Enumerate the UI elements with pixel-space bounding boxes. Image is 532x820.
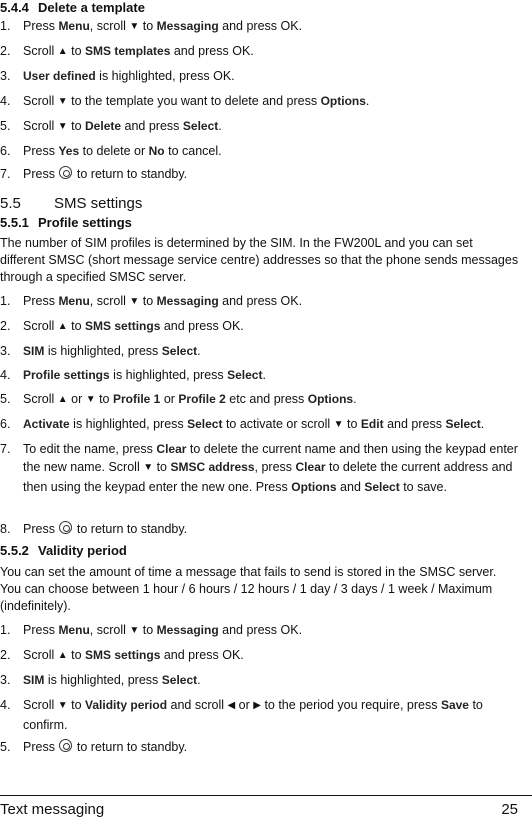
list-item: 4. Profile settings is highlighted, press Select. [0, 368, 266, 382]
list-item: 5. Press to return to standby. [0, 740, 188, 754]
down-arrow-icon: ▼ [85, 394, 96, 405]
list-item: 1. Press Menu, scroll ▼ to Messaging and press OK. [0, 17, 520, 37]
list-item: 4. Scroll ▼ to the template you want to delete and press Options. [0, 92, 520, 112]
section-heading-5-5: 5.5 SMS settings [0, 195, 143, 212]
down-arrow-icon: ▼ [129, 625, 140, 636]
footer-divider [0, 795, 532, 796]
footer-section-title: Text messaging [0, 801, 105, 818]
list-item: 6. Activate is highlighted, press Select to activate or scroll ▼ to Edit and press Select. [0, 415, 520, 435]
down-arrow-icon: ▼ [333, 419, 344, 430]
list-item: 5. Scroll ▲ or ▼ to Profile 1 or Profile 2 etc and press Options. [0, 390, 520, 410]
list-item: 6. Press Yes to delete or No to cancel. [0, 144, 222, 158]
list-item: 4. Scroll ▼ to Validity period and scroll ◀ or ▶ to the period you require, press Save to confirm. [0, 698, 483, 732]
up-arrow-icon: ▲ [57, 394, 68, 405]
list-item: 2. Scroll ▲ to SMS settings and press OK. [0, 317, 520, 337]
ok-button-icon [59, 166, 72, 179]
list-item: 7. To edit the name, press Clear to delete the current name and then using the keypad enter the new name. Scroll ▼ to SMSC address, press Clear to delete the current address and then using the keypad enter the new one. Press Options and Select to save. [0, 442, 518, 494]
list-item: 1. Press Menu, scroll ▼ to Messaging and press OK. [0, 621, 520, 641]
down-arrow-icon: ▼ [57, 121, 68, 132]
down-arrow-icon: ▼ [57, 700, 68, 711]
paragraph: You can set the amount of time a message that fails to send is stored in the SMSC server. You can choose between 1 hour / 6 hours / 12 hours / 1 day / 3 days / 1 week / Maximum (indefinitely). [0, 565, 497, 613]
page-number: 25 [501, 801, 518, 818]
list-item: 1. Press Menu, scroll ▼ to Messaging and press OK. [0, 292, 520, 312]
list-item: 2. Scroll ▲ to SMS settings and press OK. [0, 646, 520, 666]
section-heading-5-4-4: 5.4.4 Delete a template [0, 0, 145, 15]
list-item: 3. User defined is highlighted, press OK. [0, 69, 235, 83]
up-arrow-icon: ▲ [57, 321, 68, 332]
up-arrow-icon: ▲ [57, 46, 68, 57]
list-item: 3. SIM is highlighted, press Select. [0, 344, 201, 358]
left-arrow-icon: ◀ [227, 700, 236, 711]
down-arrow-icon: ▼ [129, 296, 140, 307]
list-item: 2. Scroll ▲ to SMS templates and press OK. [0, 42, 520, 62]
ok-button-icon [59, 521, 72, 534]
list-item: 3. SIM is highlighted, press Select. [0, 673, 201, 687]
paragraph: The number of SIM profiles is determined by the SIM. In the FW200L and you can set different SMSC (short message service centre) addresses so that the phone sends messages through a specified SMSC server. [0, 236, 519, 284]
right-arrow-icon: ▶ [253, 700, 261, 711]
section-heading-5-5-1: 5.5.1 Profile settings [0, 215, 132, 230]
up-arrow-icon: ▲ [57, 650, 68, 661]
list-item: 7. Press to return to standby. [0, 167, 188, 181]
list-item: 5. Scroll ▼ to Delete and press Select. [0, 117, 520, 137]
down-arrow-icon: ▼ [143, 462, 154, 473]
down-arrow-icon: ▼ [57, 96, 68, 107]
section-heading-5-5-2: 5.5.2 Validity period [0, 543, 127, 558]
list-item: 8. Press to return to standby. [0, 522, 188, 536]
ok-button-icon [59, 739, 72, 752]
down-arrow-icon: ▼ [129, 21, 140, 32]
